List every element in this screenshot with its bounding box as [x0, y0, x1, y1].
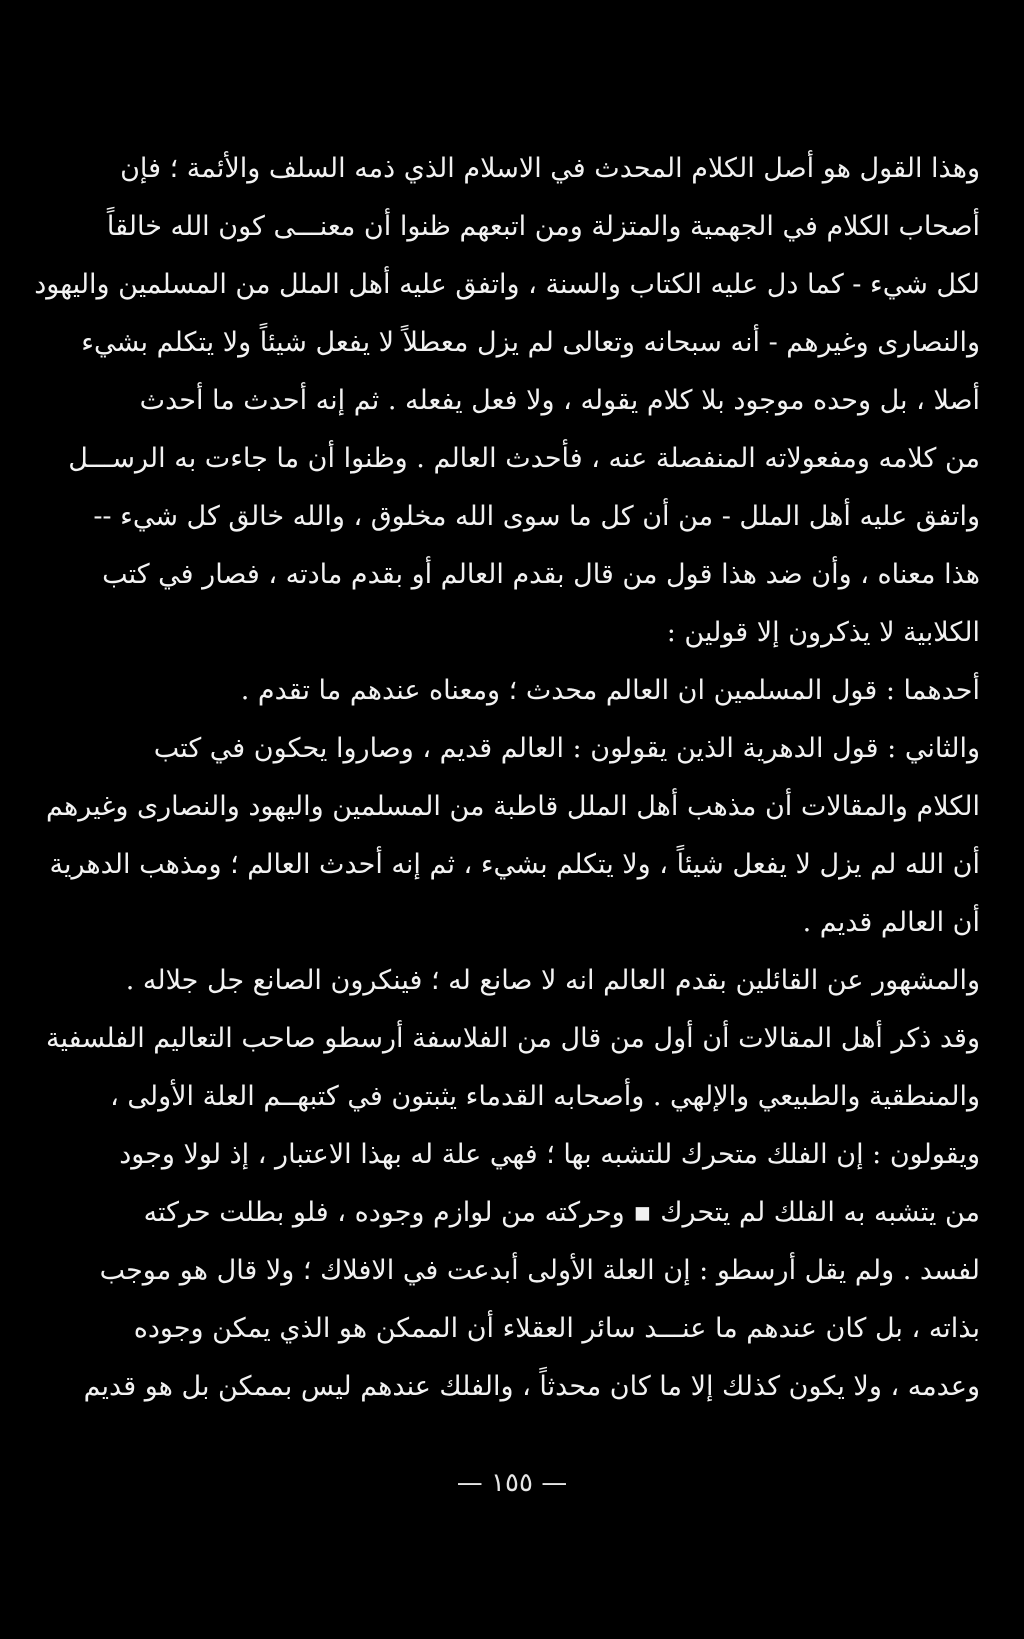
text-line: من كلامه ومفعولاته المنفصلة عنه ، فأحدث العالم . وظنوا أن ما جاءت به الرســـل [68, 443, 980, 474]
page-number: — ١٥٥ — [456, 1468, 568, 1498]
text-line: أن العالم قديم . [802, 907, 980, 938]
text-line: أن الله لم يزل لا يفعل شيئاً ، ولا يتكلم بشيء ، ثم إنه أحدث العالم ؛ ومذهب الدهرية [49, 849, 980, 880]
text-line: الكلابية لا يذكرون إلا قولين : [666, 617, 980, 648]
text-line: واتفق عليه أهل الملل - من أن كل ما سوى الله مخلوق ، والله خالق كل شيء -- [93, 501, 980, 532]
text-line: لفسد . ولم يقل أرسطو : إن العلة الأولى أبدعت في الافلاك ؛ ولا قال هو موجب [99, 1255, 980, 1286]
text-line: أصلا ، بل وحده موجود بلا كلام يقوله ، ولا فعل يفعله . ثم إنه أحدث ما أحدث [139, 385, 980, 416]
text-line: والنصارى وغيرهم - أنه سبحانه وتعالى لم يزل معطلاً لا يفعل شيئاً ولا يتكلم بشيء [81, 327, 980, 358]
text-line: لكل شيء - كما دل عليه الكتاب والسنة ، واتفق عليه أهل الملل من المسلمين واليهود [34, 269, 980, 300]
text-line: من يتشبه به الفلك لم يتحرك ▪ وحركته من لوازم وجوده ، فلو بطلت حركته [143, 1197, 980, 1228]
text-line: الكلام والمقالات أن مذهب أهل الملل قاطبة من المسلمين واليهود والنصارى وغيرهم [46, 791, 980, 822]
text-line: أحدهما : قول المسلمين ان العالم محدث ؛ ومعناه عندهم ما تقدم . [240, 675, 980, 706]
text-line: وهذا القول هو أصل الكلام المحدث في الاسلام الذي ذمه السلف والأئمة ؛ فإن [120, 153, 980, 184]
text-line: وقد ذكر أهل المقالات أن أول من قال من الفلاسفة أرسطو صاحب التعاليم الفلسفية [46, 1023, 980, 1054]
text-line: والثاني : قول الدهرية الذين يقولون : العالم قديم ، وصاروا يحكون في كتب [153, 733, 980, 764]
text-line: هذا معناه ، وأن ضد هذا قول من قال بقدم العالم أو بقدم مادته ، فصار في كتب [102, 559, 980, 590]
text-line: أصحاب الكلام في الجهمية والمتزلة ومن اتبعهم ظنوا أن معنـــى كون الله خالقاً [106, 211, 980, 242]
text-column [34, 140, 980, 1416]
text-line: ويقولون : إن الفلك متحرك للتشبه بها ؛ فهي علة له بهذا الاعتبار ، إذ لولا وجود [119, 1139, 980, 1170]
text-line: والمنطقية والطبيعي والإلهي . وأصحابه القدماء يثبتون في كتبهــم العلة الأولى ، [110, 1081, 980, 1112]
text-line: بذاته ، بل كان عندهم ما عنـــد سائر العقلاء أن الممكن هو الذي يمكن وجوده [133, 1313, 980, 1344]
text-line: والمشهور عن القائلين بقدم العالم انه لا صانع له ؛ فينكرون الصانع جل جلاله . [125, 965, 980, 996]
text-line: وعدمه ، ولا يكون كذلك إلا ما كان محدثاً ، والفلك عندهم ليس بممكن بل هو قديم [83, 1371, 980, 1402]
